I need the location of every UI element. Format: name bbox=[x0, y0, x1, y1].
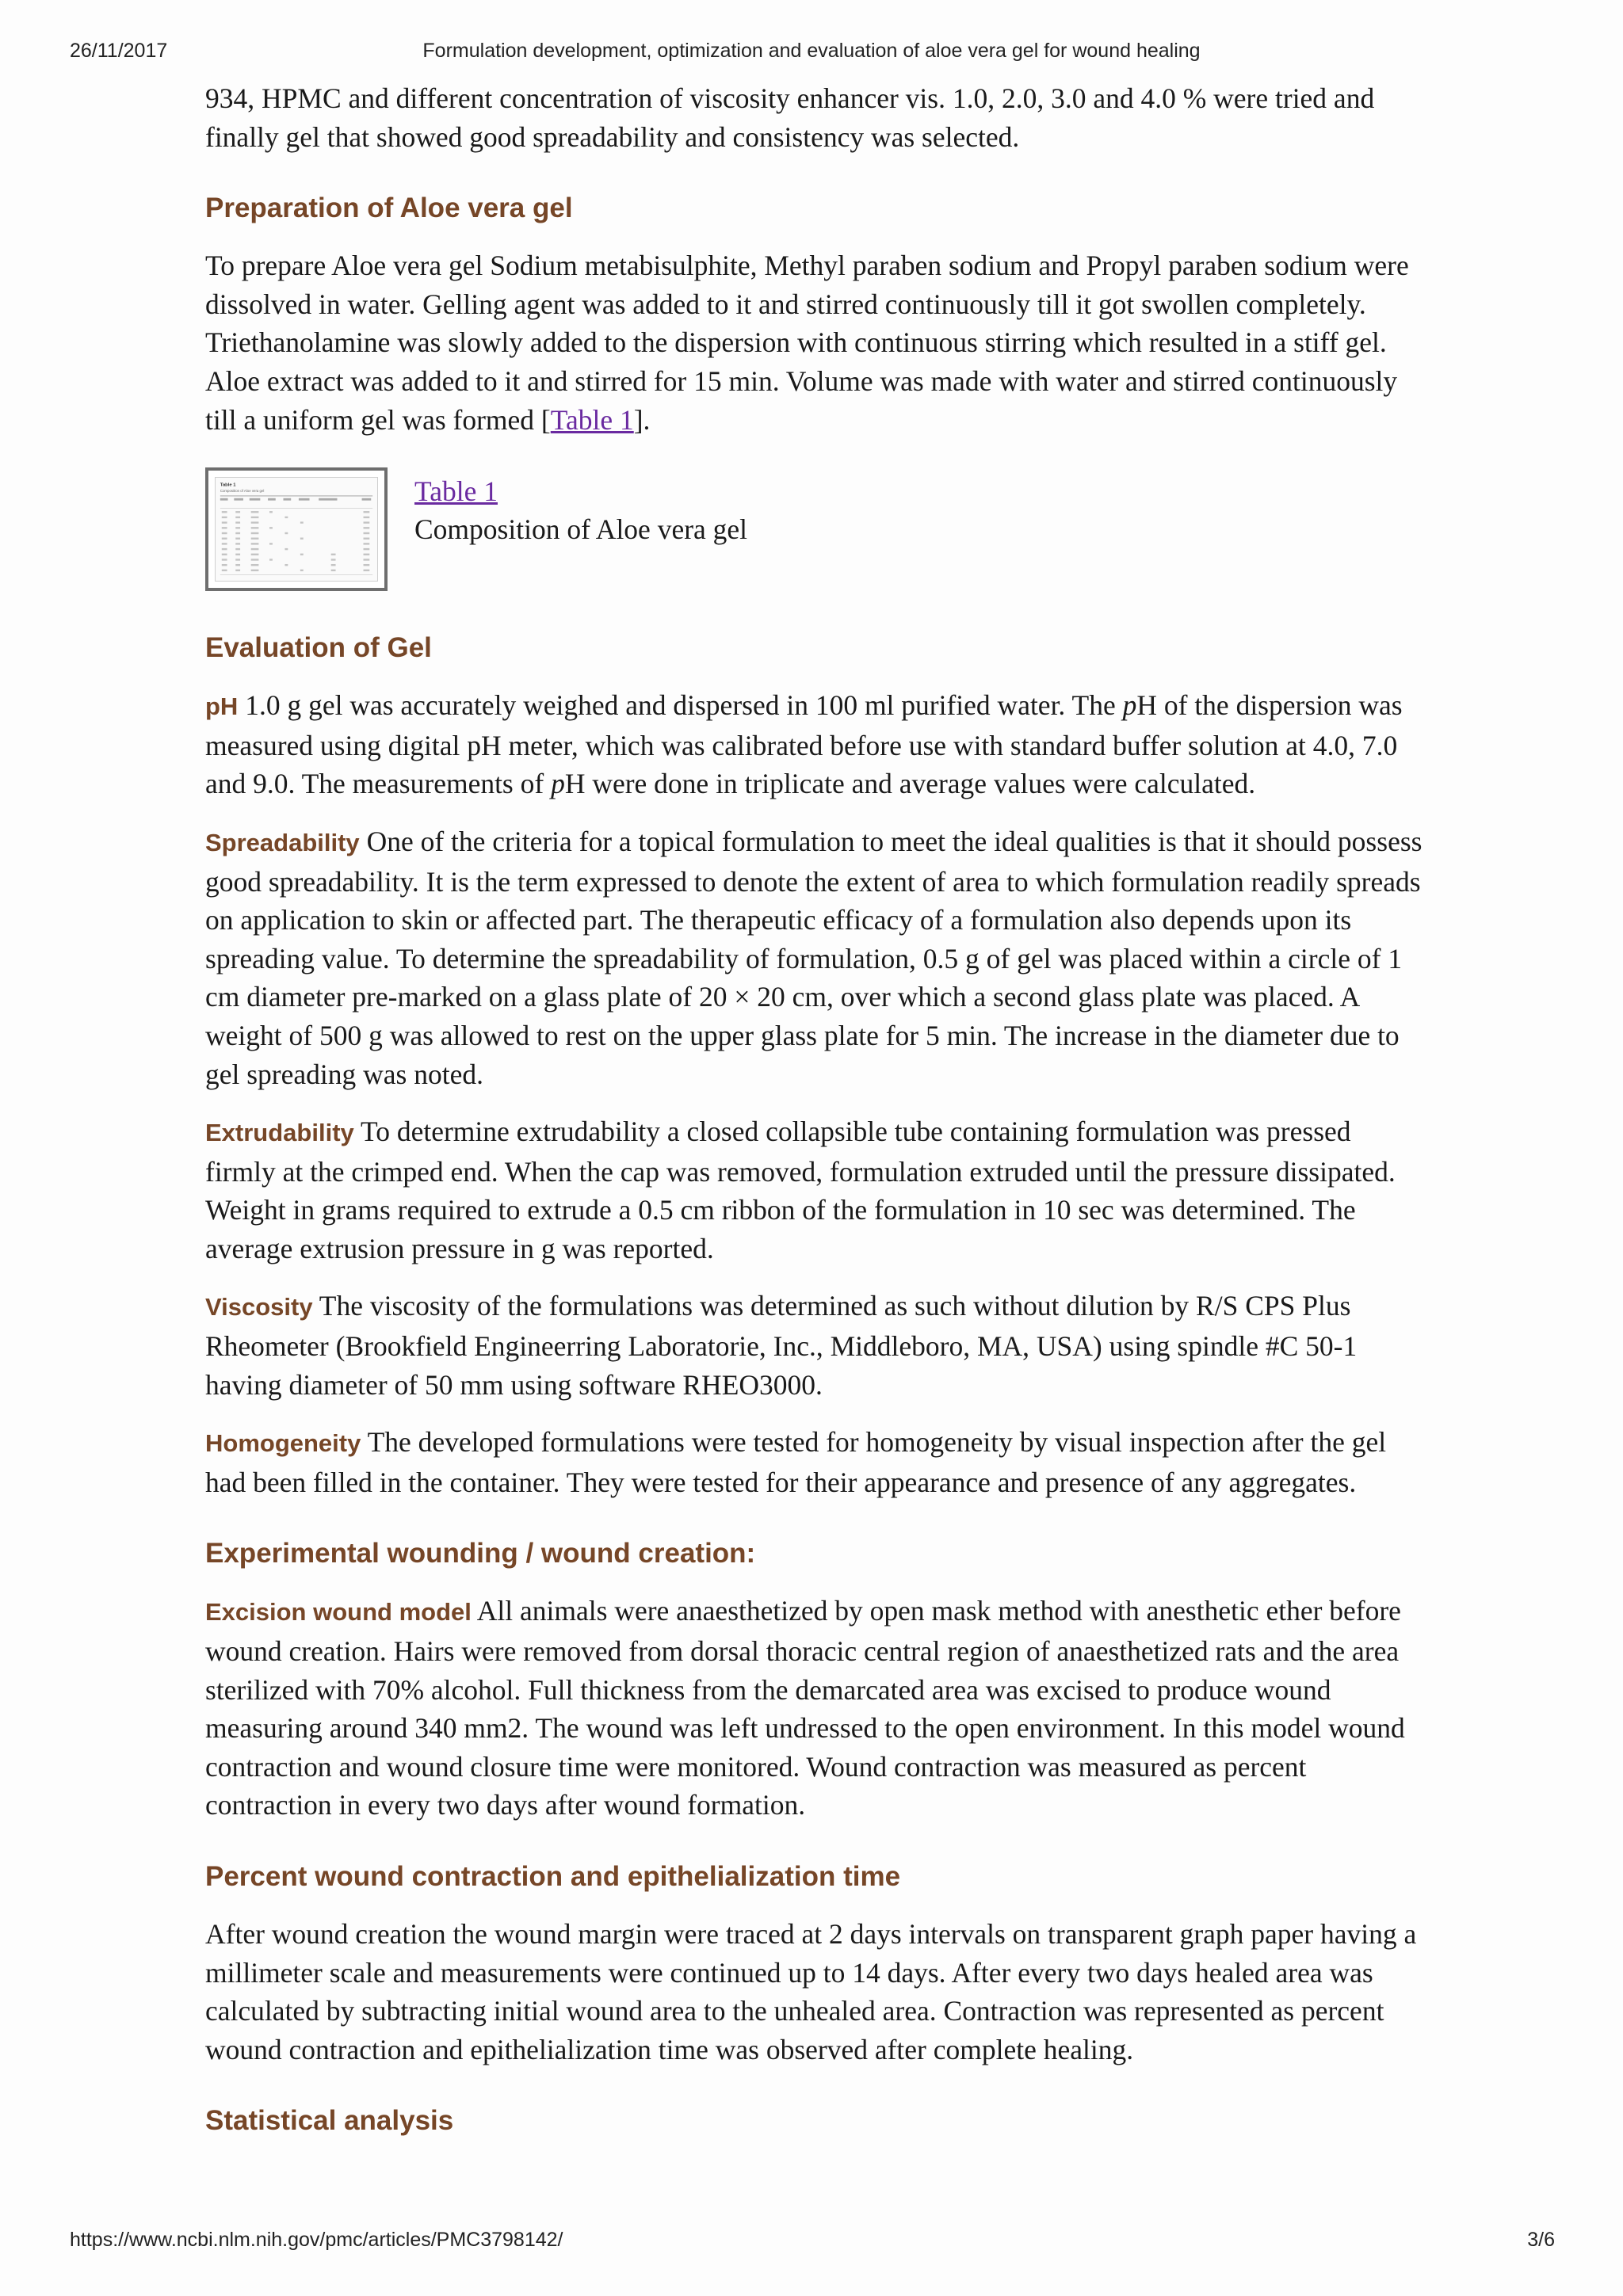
table-1-thumbnail-block bbox=[205, 472, 1426, 591]
page-url: https://www.ncbi.nlm.nih.gov/pmc/articles/PMC3798142/ bbox=[70, 2229, 563, 2251]
ph-italic-1: p bbox=[1122, 689, 1137, 722]
intro-paragraph: 934, HPMC and different concentration of viscosity enhancer vis. 1.0, 2.0, 3.0 and 4.0 % were tried and finally gel that showed good spreadability and consistency was selected. bbox=[205, 82, 1375, 153]
preparation-text-end: ]. bbox=[633, 403, 651, 436]
table-1-inline-link[interactable]: Table 1 bbox=[550, 403, 634, 436]
homogeneity-label: Homogeneity bbox=[205, 1429, 361, 1458]
excision-text: All animals were anaesthetized by open mask method with anesthetic ether before wound creation. Hairs were removed from dorsal thoracic central region of anaesthetized rats and the area sterilized with 70% alcohol. Full thickness from the demarcated area was excised to produce wound measuring around 340 mm2. The wound was left undressed to the open environment. In this model wound contraction and wound closure time were monitored. Wound contraction was measured as percent contraction in every two days after wound formation. bbox=[205, 1595, 1405, 1821]
table-1-link[interactable]: Table 1 bbox=[414, 475, 498, 508]
thumb-title: Table 1 bbox=[220, 482, 236, 488]
spreadability-paragraph bbox=[205, 822, 1426, 1093]
section-heading-preparation: Preparation of Aloe vera gel bbox=[205, 193, 573, 224]
extrudability-text: To determine extrudability a closed collapsible tube containing formulation was pressed firmly at the crimped end. When the cap was removed, formulation extruded until the pressure dissipated. Weight in grams required to extrude a 0.5 cm ribbon of the formulation in 10 sec was determined. The average extrusion pressure in g was reported. bbox=[205, 1116, 1396, 1264]
preparation-paragraph bbox=[205, 246, 1426, 439]
ph-text-3: H were done in triplicate and average values were calculated. bbox=[564, 768, 1256, 800]
spreadability-text: One of the criteria for a topical formulation to meet the ideal qualities is that it should possess good spreadability. It is the term expressed to denote the extent of area to which formulation readily spreads on application to skin or affected part. The therapeutic efficacy of a formulation also depends upon its spreading value. To determine the spreadability of formulation, 0.5 g of gel was placed within a circle of 1 cm diameter pre-marked on a glass plate of 20 × 20 cm, over which a second glass plate was placed. A weight of 500 g was allowed to rest on the upper glass plate for 5 min. The increase in the diameter due to gel spreading was noted. bbox=[205, 825, 1423, 1090]
print-header bbox=[0, 40, 1623, 67]
table-thumbnail-graphic bbox=[216, 478, 377, 581]
viscosity-text: The viscosity of the formulations was determined as such without dilution by R/S CPS Plus Rheometer (Brookfield Engineerring Laboratorie, Inc., Middleboro, MA, USA) using spindle #C 50-1 having diameter of 50 mm using software RHEO3000. bbox=[205, 1290, 1358, 1401]
extrudability-label: Extrudability bbox=[205, 1119, 354, 1147]
section-heading-evaluation: Evaluation of Gel bbox=[205, 632, 432, 664]
article-content bbox=[205, 79, 1426, 2140]
section-heading-statistical: Statistical analysis bbox=[205, 2105, 454, 2137]
excision-paragraph bbox=[205, 1592, 1426, 1825]
thumb-subtitle: Composition of Aloe vera gel bbox=[220, 489, 265, 494]
ph-label: pH bbox=[205, 692, 239, 721]
excision-label: Excision wound model bbox=[205, 1598, 472, 1627]
table-1-thumbnail[interactable] bbox=[205, 467, 388, 591]
table-1-caption: Composition of Aloe vera gel bbox=[414, 513, 748, 546]
table-1-caption-block bbox=[414, 472, 747, 548]
ph-text-1: 1.0 g gel was accurately weighed and dispersed in 100 ml purified water. The bbox=[238, 689, 1123, 722]
table-1-thumbnail-preview bbox=[215, 477, 378, 582]
section-heading-contraction: Percent wound contraction and epithelialization time bbox=[205, 1861, 901, 1892]
ph-text-2: H of the dispersion was measured using digital pH meter, which was calibrated before use with standard buffer solution at 4.0, 7.0 and 9.0. The measurements of bbox=[205, 689, 1403, 800]
homogeneity-text: The developed formulations were tested for homogeneity by visual inspection after the gel had been filled in the container. They were tested for their appearance and presence of any aggregates. bbox=[205, 1426, 1387, 1498]
homogeneity-paragraph bbox=[205, 1423, 1426, 1501]
viscosity-label: Viscosity bbox=[205, 1293, 313, 1322]
ph-italic-2: p bbox=[551, 768, 565, 800]
viscosity-paragraph bbox=[205, 1287, 1426, 1404]
section-heading-wounding: Experimental wounding / wound creation: bbox=[205, 1538, 756, 1569]
extrudability-paragraph bbox=[205, 1112, 1426, 1268]
preparation-text: To prepare Aloe vera gel Sodium metabisulphite, Methyl paraben sodium and Propyl paraben sodium were dissolved in water. Gelling agent was added to it and stirred continuously till it got swollen completely. Triethanolamine was slowly added to the dispersion with continuous stirring which resulted in a stiff gel. Aloe extract was added to it and stirred for 15 min. Volume was made with water and stirred continuously till a uniform gel was formed [ bbox=[205, 250, 1409, 436]
spreadability-label: Spreadability bbox=[205, 828, 360, 856]
ph-paragraph bbox=[205, 686, 1426, 803]
print-date: 26/11/2017 bbox=[70, 40, 168, 62]
page-number: 3/6 bbox=[1527, 2229, 1555, 2251]
print-footer bbox=[0, 2229, 1623, 2256]
contraction-paragraph: After wound creation the wound margin were traced at 2 days intervals on transparent graph paper having a millimeter scale and measurements were continued up to 14 days. After every two days healed area was calculated by subtracting initial wound area to the unhealed area. Contraction was represented as percent wound contraction and epithelialization time was observed after complete healing. bbox=[205, 1918, 1417, 2065]
document-title: Formulation development, optimization and evaluation of aloe vera gel for wound healing bbox=[422, 40, 1201, 62]
